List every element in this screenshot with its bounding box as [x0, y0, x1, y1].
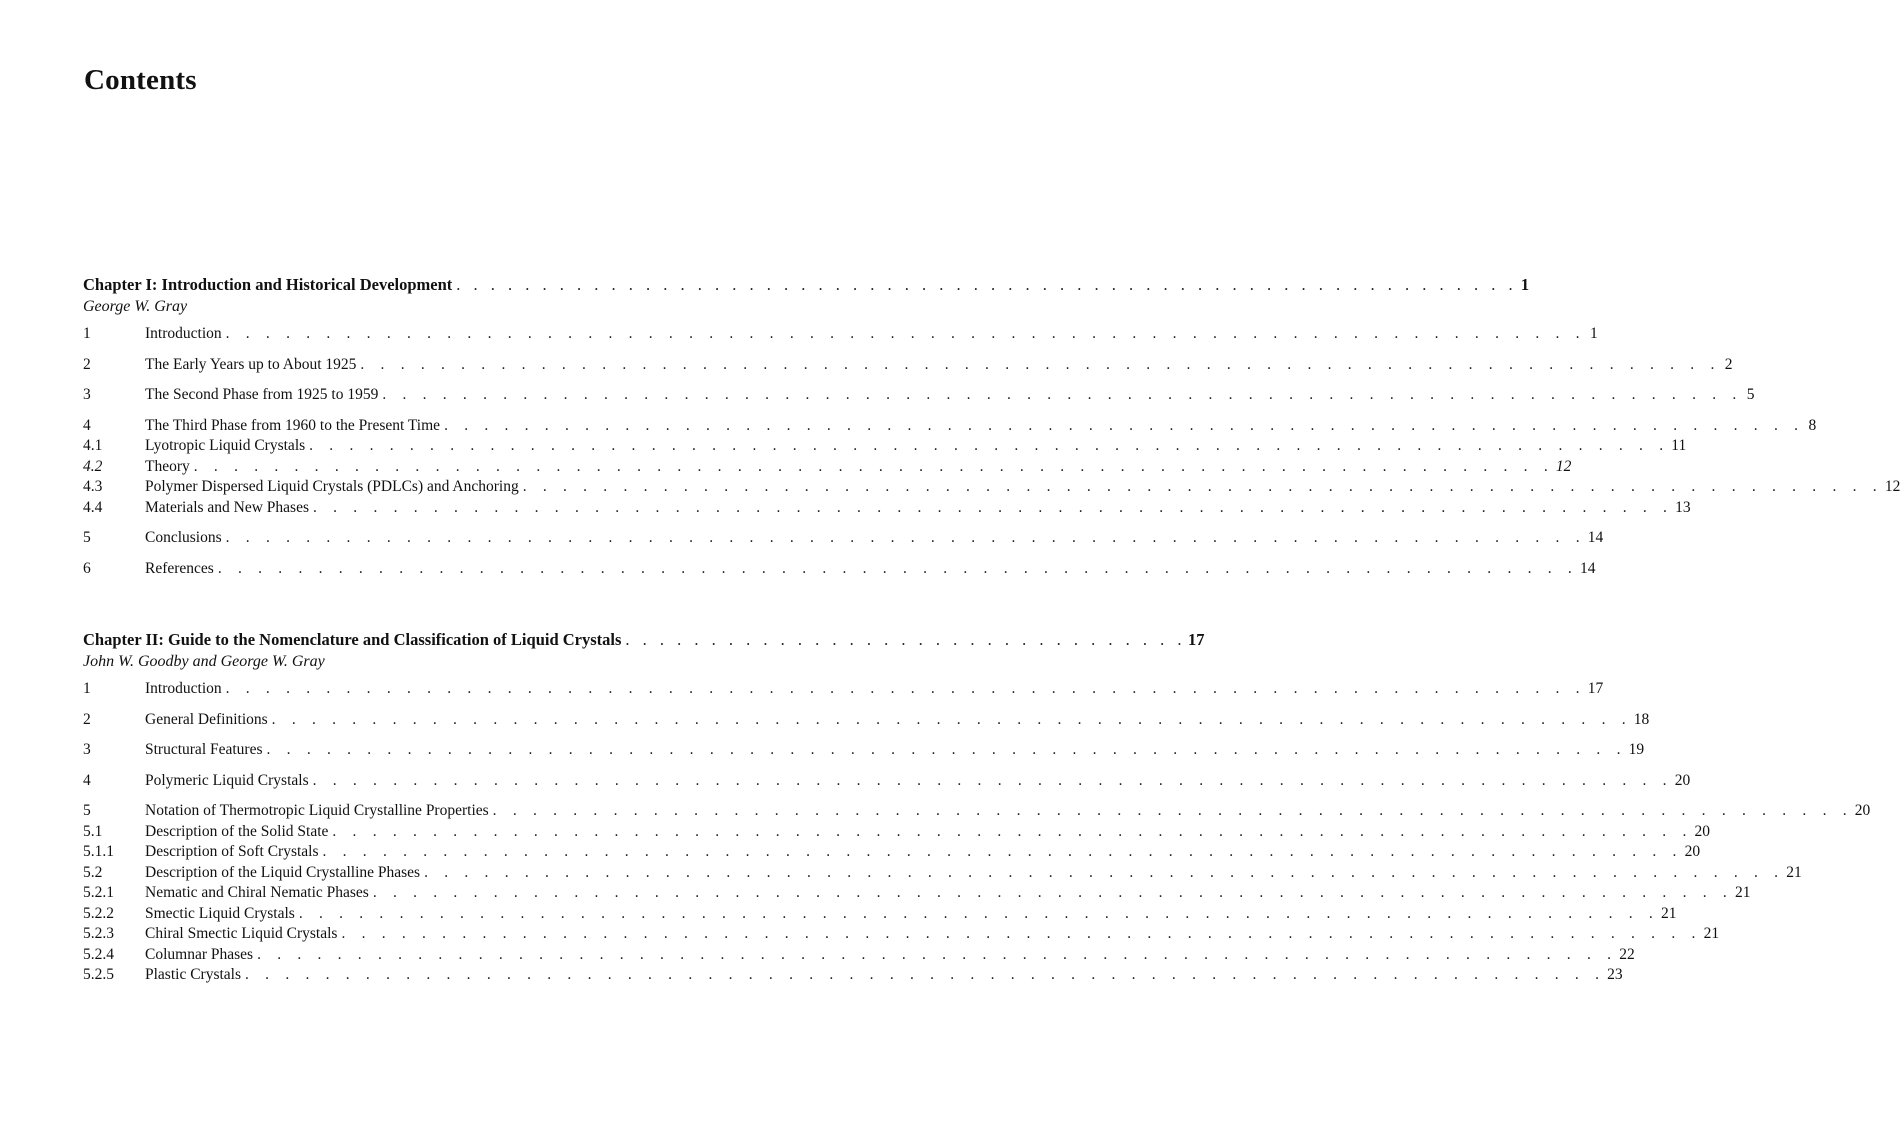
section-number: 5.2.2 [83, 904, 114, 922]
dot-leader: . . . . . . . . . . . . . . . . . . . . . . . . . . . . . . . . . . . . . . . . . . . . . . . . . . . . . . . . . . . . . . . . . . . . [341, 925, 1702, 942]
chapter-page-number: 1 [1520, 275, 1530, 294]
dot-leader: . . . . . . . . . . . . . . . . . . . . . . . . . . . . . . . . . . . . . . . . . . . . . . . . . . . . . . . . . . . . . . . . . . . . [372, 884, 1733, 901]
toc-entry[interactable] [83, 904, 1677, 925]
section-title: Notation of Thermotropic Liquid Crystalline Properties [145, 802, 489, 819]
section-title: Materials and New Phases [145, 498, 309, 516]
toc-entry[interactable] [83, 924, 1720, 945]
dot-leader: . . . . . . . . . . . . . . . . . . . . . . . . . . . . . . . . . [625, 630, 1187, 649]
chapter-author: George W. Gray [83, 298, 188, 315]
section-page-number: 12 [1884, 478, 1900, 495]
dot-leader: . . . . . . . . . . . . . . . . . . . . . . . . . . . . . . . . . . . . . . . . . . . . . . . . . . . . . . . . . . . . . . [456, 275, 1518, 294]
section-number: 5.2.4 [83, 945, 114, 963]
dot-leader: . . . . . . . . . . . . . . . . . . . . . . . . . . . . . . . . . . . . . . . . . . . . . . . . . . . . . . . . . . . . . . . . . . . . [266, 741, 1627, 758]
toc-entry[interactable] [83, 477, 1900, 498]
chapter-page-number: 17 [1188, 630, 1205, 649]
section-title: Description of the Solid State [145, 822, 329, 840]
dot-leader: . . . . . . . . . . . . . . . . . . . . . . . . . . . . . . . . . . . . . . . . . . . . . . . . . . . . . . . . . . . . . . . . . . . . [225, 680, 1586, 697]
dot-leader: . . . . . . . . . . . . . . . . . . . . . . . . . . . . . . . . . . . . . . . . . . . . . . . . . . . . . . . . . . . . . . . . . . . . [312, 771, 1673, 789]
toc-entry[interactable] [83, 740, 1645, 761]
chapter-author: John W. Goodby and George W. Gray [83, 653, 325, 670]
toc-entry[interactable] [83, 457, 1572, 478]
section-title: Lyotropic Liquid Crystals [145, 437, 306, 454]
section-title: Conclusions [145, 529, 222, 546]
section-title: General Definitions [145, 710, 268, 728]
section-page-number: 21 [1734, 884, 1751, 901]
section-title: Chiral Smectic Liquid Crystals [145, 925, 338, 942]
section-title: Introduction [145, 680, 222, 697]
section-page-number: 17 [1587, 680, 1604, 697]
dot-leader: . . . . . . . . . . . . . . . . . . . . . . . . . . . . . . . . . . . . . . . . . . . . . . . . . . . . . . . . . . . . . . . . . . . . [424, 863, 1785, 881]
dot-leader: . . . . . . . . . . . . . . . . . . . . . . . . . . . . . . . . . . . . . . . . . . . . . . . . . . . . . . . . . . . . . . . . . . . . [217, 559, 1578, 577]
toc-entry[interactable] [83, 883, 1751, 904]
dot-leader: . . . . . . . . . . . . . . . . . . . . . . . . . . . . . . . . . . . . . . . . . . . . . . . . . . . . . . . . . . . . . . . . . . . . [332, 822, 1693, 840]
toc-entry[interactable] [83, 436, 1687, 457]
section-page-number: 20 [1854, 802, 1871, 819]
section-page-number: 13 [1675, 498, 1691, 516]
section-title: Description of Soft Crystals [145, 843, 319, 860]
toc-entry[interactable] [83, 710, 1650, 731]
toc-entry[interactable] [83, 842, 1701, 863]
toc-entry[interactable] [83, 528, 1604, 549]
dot-leader: . . . . . . . . . . . . . . . . . . . . . . . . . . . . . . . . . . . . . . . . . . . . . . . . . . . . . . . . . . . . . . . . . . . . [382, 386, 1743, 403]
section-page-number: 22 [1619, 945, 1635, 963]
chapter-title: Chapter I: Introduction and Historical Development [83, 275, 453, 294]
toc-entry[interactable] [83, 416, 1817, 437]
section-number: 4.1 [83, 437, 103, 454]
section-title: Theory [145, 457, 190, 475]
section-page-number: 14 [1587, 529, 1604, 546]
section-number: 1 [83, 325, 91, 342]
section-page-number: 20 [1684, 843, 1701, 860]
chapter-heading[interactable] [83, 629, 1205, 651]
section-title: Polymer Dispersed Liquid Crystals (PDLCs) and Anchoring [145, 478, 519, 495]
section-title: References [145, 559, 214, 577]
section-title: Polymeric Liquid Crystals [145, 771, 309, 789]
dot-leader: . . . . . . . . . . . . . . . . . . . . . . . . . . . . . . . . . . . . . . . . . . . . . . . . . . . . . . . . . . . . . . . . . . . . [522, 478, 1883, 495]
section-page-number: 11 [1671, 437, 1687, 454]
toc-entry[interactable] [83, 863, 1802, 884]
toc-entry[interactable] [83, 385, 1755, 406]
section-title: The Third Phase from 1960 to the Present Time [145, 416, 441, 434]
section-number: 3 [83, 386, 91, 403]
toc-entry[interactable] [83, 355, 1733, 376]
section-title: Structural Features [145, 741, 263, 758]
section-page-number: 1 [1590, 325, 1598, 342]
section-number: 3 [83, 741, 91, 758]
dot-leader: . . . . . . . . . . . . . . . . . . . . . . . . . . . . . . . . . . . . . . . . . . . . . . . . . . . . . . . . . . . . . . . . . . . . [245, 966, 1606, 983]
section-page-number: 19 [1628, 741, 1645, 758]
section-page-number: 21 [1786, 863, 1802, 881]
section-page-number: 21 [1703, 925, 1720, 942]
toc-entry[interactable] [83, 771, 1691, 792]
dot-leader: . . . . . . . . . . . . . . . . . . . . . . . . . . . . . . . . . . . . . . . . . . . . . . . . . . . . . . . . . . . . . . . . . . . . [225, 325, 1586, 342]
section-number: 5 [83, 529, 91, 546]
dot-leader: . . . . . . . . . . . . . . . . . . . . . . . . . . . . . . . . . . . . . . . . . . . . . . . . . . . . . . . . . . . . . . . . . . . . [225, 529, 1586, 546]
dot-leader: . . . . . . . . . . . . . . . . . . . . . . . . . . . . . . . . . . . . . . . . . . . . . . . . . . . . . . . . . . . . . . . . . . . . [257, 945, 1618, 963]
section-number: 5.1.1 [83, 843, 114, 860]
section-page-number: 2 [1724, 355, 1733, 373]
section-title: Smectic Liquid Crystals [145, 904, 295, 922]
toc-entry[interactable] [83, 324, 1598, 345]
section-page-number: 12 [1555, 457, 1572, 475]
section-number: 4 [83, 416, 91, 434]
section-page-number: 21 [1660, 904, 1677, 922]
section-number: 4.3 [83, 478, 103, 495]
section-number: 5.1 [83, 822, 103, 840]
toc-entry[interactable] [83, 822, 1711, 843]
section-title: The Early Years up to About 1925 [145, 355, 357, 373]
section-page-number: 8 [1808, 416, 1817, 434]
toc-entry[interactable] [83, 801, 1871, 822]
toc-entry[interactable] [83, 498, 1691, 519]
section-page-number: 20 [1674, 771, 1691, 789]
chapter-heading[interactable] [83, 274, 1530, 296]
section-number: 5 [83, 802, 91, 819]
toc-entry[interactable] [83, 945, 1635, 966]
toc-entry[interactable] [83, 965, 1623, 986]
section-page-number: 20 [1694, 822, 1711, 840]
chapter-1-section [83, 274, 1900, 579]
chapter-2-section [83, 629, 1871, 986]
section-title: Plastic Crystals [145, 966, 242, 983]
section-number: 2 [83, 710, 91, 728]
section-title: Nematic and Chiral Nematic Phases [145, 884, 369, 901]
dot-leader: . . . . . . . . . . . . . . . . . . . . . . . . . . . . . . . . . . . . . . . . . . . . . . . . . . . . . . . . . . . . . . . . . . . . [193, 457, 1554, 475]
section-number: 5.2.5 [83, 966, 114, 983]
section-page-number: 5 [1746, 386, 1755, 403]
dot-leader: . . . . . . . . . . . . . . . . . . . . . . . . . . . . . . . . . . . . . . . . . . . . . . . . . . . . . . . . . . . . . . . . . . . . [322, 843, 1683, 860]
section-page-number: 18 [1633, 710, 1650, 728]
dot-leader: . . . . . . . . . . . . . . . . . . . . . . . . . . . . . . . . . . . . . . . . . . . . . . . . . . . . . . . . . . . . . . . . . . . . [298, 904, 1659, 922]
section-title: The Second Phase from 1925 to 1959 [145, 386, 379, 403]
section-page-number: 23 [1607, 966, 1623, 983]
section-number: 5.2 [83, 863, 103, 881]
toc-entry[interactable] [83, 559, 1596, 580]
section-number: 5.2.1 [83, 884, 114, 901]
section-page-number: 14 [1579, 559, 1596, 577]
dot-leader: . . . . . . . . . . . . . . . . . . . . . . . . . . . . . . . . . . . . . . . . . . . . . . . . . . . . . . . . . . . . . . . . . . . . [444, 416, 1805, 434]
section-number: 5.2.3 [83, 925, 114, 942]
section-number: 2 [83, 355, 91, 373]
dot-leader: . . . . . . . . . . . . . . . . . . . . . . . . . . . . . . . . . . . . . . . . . . . . . . . . . . . . . . . . . . . . . . . . . . . . [309, 437, 1670, 454]
dot-leader: . . . . . . . . . . . . . . . . . . . . . . . . . . . . . . . . . . . . . . . . . . . . . . . . . . . . . . . . . . . . . . . . . . . . [492, 802, 1853, 819]
section-number: 1 [83, 680, 91, 697]
section-number: 4.2 [83, 457, 103, 475]
page-title: Contents [84, 64, 197, 96]
section-title: Introduction [145, 325, 222, 342]
dot-leader: . . . . . . . . . . . . . . . . . . . . . . . . . . . . . . . . . . . . . . . . . . . . . . . . . . . . . . . . . . . . . . . . . . . . [360, 355, 1721, 373]
chapter-title: Chapter II: Guide to the Nomenclature and Classification of Liquid Crystals [83, 630, 622, 649]
section-number: 6 [83, 559, 91, 577]
section-title: Columnar Phases [145, 945, 254, 963]
dot-leader: . . . . . . . . . . . . . . . . . . . . . . . . . . . . . . . . . . . . . . . . . . . . . . . . . . . . . . . . . . . . . . . . . . . . [313, 498, 1674, 516]
section-number: 4 [83, 771, 91, 789]
section-title: Description of the Liquid Crystalline Phases [145, 863, 421, 881]
section-number: 4.4 [83, 498, 103, 516]
toc-entry[interactable] [83, 679, 1604, 700]
dot-leader: . . . . . . . . . . . . . . . . . . . . . . . . . . . . . . . . . . . . . . . . . . . . . . . . . . . . . . . . . . . . . . . . . . . . [271, 710, 1632, 728]
